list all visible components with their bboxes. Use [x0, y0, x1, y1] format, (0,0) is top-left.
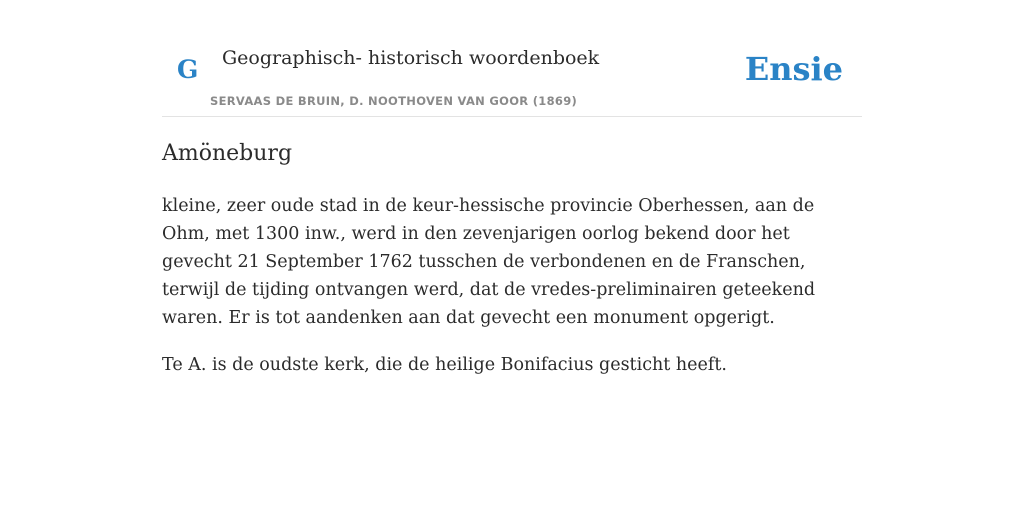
book-logo-link[interactable]: G: [177, 55, 199, 84]
book-title[interactable]: Geographisch- historisch woordenboek: [222, 47, 600, 69]
entry-article: [162, 136, 842, 379]
entry-paragraph: kleine, zeer oude stad in de keur-hessische provincie Oberhessen, aan de Ohm, met 1300 inw., werd in den zevenjarigen oorlog bekend door het gevecht 21 September 1762 tusschen de verbondenen en de Franschen, terwijl de tijding ontvangen werd, dat de vredes-preliminairen geteekend waren. Er is tot aandenken aan dat gevecht een monument opgerigt.: [162, 196, 816, 328]
entry-title: Amöneburg: [162, 141, 293, 166]
entry-paragraph: Te A. is de oudste kerk, die de heilige Bonifacius gesticht heeft.: [162, 355, 727, 375]
ensie-logo-link[interactable]: Ensie: [744, 50, 843, 88]
book-authors: SERVAAS DE BRUIN, D. NOOTHOVEN VAN GOOR (1869): [210, 94, 578, 108]
book-header: [162, 0, 862, 117]
